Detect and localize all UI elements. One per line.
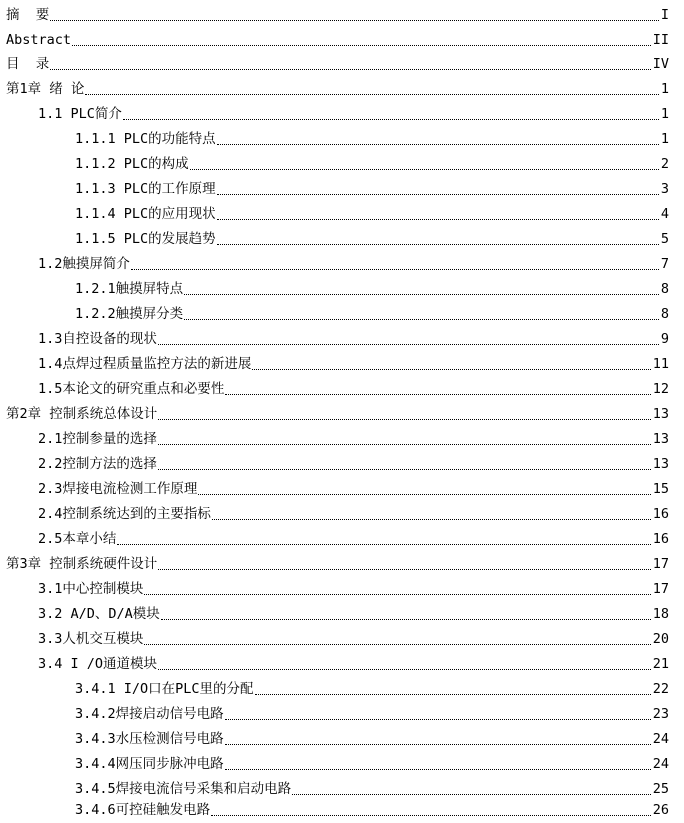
dot-leader	[117, 543, 650, 545]
toc-entry-1-1[interactable]	[38, 102, 669, 126]
dot-leader	[184, 293, 659, 295]
toc-entry-title: 1.1.2 PLC的构成	[75, 156, 189, 172]
dot-leader	[217, 193, 659, 195]
dot-leader	[72, 44, 651, 46]
toc-entry-1-1-4[interactable]	[75, 202, 669, 226]
toc-entry-page: 2	[660, 156, 669, 172]
toc-entry-1-3[interactable]	[38, 327, 669, 351]
toc-entry-1-1-5[interactable]	[75, 227, 669, 251]
dot-leader	[50, 68, 650, 70]
dot-leader	[255, 693, 651, 695]
dot-leader	[123, 118, 659, 120]
toc-entry-page: 15	[652, 481, 669, 497]
toc-entry-page: II	[652, 32, 669, 48]
toc-entry-page: 16	[652, 506, 669, 522]
toc-entry-1-4[interactable]	[38, 352, 669, 376]
dot-leader	[131, 268, 659, 270]
toc-entry-title: 1.5本论文的研究重点和必要性	[38, 381, 225, 397]
toc-entry-title: 1.3自控设备的现状	[38, 331, 157, 347]
toc-entry-page: 12	[652, 381, 669, 397]
toc-entry-3-4-4[interactable]	[75, 752, 669, 776]
toc-entry-3-3[interactable]	[38, 627, 669, 651]
toc-entry-page: 17	[652, 556, 669, 572]
toc-entry-2-3[interactable]	[38, 477, 669, 501]
toc-entry-page: 25	[652, 781, 669, 797]
toc-entry-1-2-1[interactable]	[75, 277, 669, 301]
toc-entry-page: 1	[660, 81, 669, 97]
toc-entry-title: 1.2.2触摸屏分类	[75, 306, 184, 322]
toc-entry-title: 1.1.5 PLC的发展趋势	[75, 231, 216, 247]
dot-leader	[158, 343, 659, 345]
dot-leader	[252, 368, 650, 370]
dot-leader	[158, 443, 651, 445]
toc-entry-title: 第3章 控制系统硬件设计	[6, 556, 158, 572]
toc-entry-title: 3.4.4网压同步脉冲电路	[75, 756, 224, 772]
toc-entry-page: 13	[652, 406, 669, 422]
dot-leader	[225, 393, 650, 395]
toc-entry-2-5[interactable]	[38, 527, 669, 551]
toc-entry-page: I	[660, 7, 669, 23]
toc-entry-2-2[interactable]	[38, 452, 669, 476]
toc-entry-2-1[interactable]	[38, 427, 669, 451]
toc-entry-3-4-2[interactable]	[75, 702, 669, 726]
toc-entry-page: 5	[660, 231, 669, 247]
dot-leader	[217, 218, 659, 220]
dot-leader	[190, 168, 659, 170]
toc-entry-page: 18	[652, 606, 669, 622]
dot-leader	[158, 568, 650, 570]
toc-entry-page: 17	[652, 581, 669, 597]
toc-entry-title: 目 录	[6, 56, 50, 72]
dot-leader	[144, 593, 650, 595]
toc-entry-page: 1	[660, 131, 669, 147]
dot-leader	[211, 814, 651, 816]
toc-entry-page: 11	[652, 356, 669, 372]
toc-entry-title: 1.1.3 PLC的工作原理	[75, 181, 216, 197]
toc-entry-3-4-6[interactable]	[75, 798, 669, 822]
toc-entry-title: Abstract	[6, 32, 72, 48]
toc-entry-page: 20	[652, 631, 669, 647]
toc-entry-title: 3.4 I /O通道模块	[38, 656, 158, 672]
dot-leader	[292, 793, 651, 795]
toc-entry-page: 24	[652, 756, 669, 772]
toc-entry-title: 1.1.1 PLC的功能特点	[75, 131, 216, 147]
toc-entry-1-2[interactable]	[38, 252, 669, 276]
toc-entry-page: 13	[652, 456, 669, 472]
toc-entry-title: 摘 要	[6, 7, 50, 23]
toc-entry-3-4-3[interactable]	[75, 727, 669, 751]
toc-entry-title: 1.1.4 PLC的应用现状	[75, 206, 216, 222]
toc-entry-1-1-2[interactable]	[75, 152, 669, 176]
toc-entry-page: 3	[660, 181, 669, 197]
dot-leader	[85, 93, 658, 95]
toc-entry-title: 2.1控制参量的选择	[38, 431, 157, 447]
toc-entry-3-1[interactable]	[38, 577, 669, 601]
toc-entry-title: 2.5本章小结	[38, 531, 117, 547]
toc-entry-chapter-1[interactable]	[6, 77, 669, 101]
toc-entry-1-1-3[interactable]	[75, 177, 669, 201]
toc-entry-title: 3.4.3水压检测信号电路	[75, 731, 224, 747]
toc-entry-page: 7	[660, 256, 669, 272]
toc-entry-page: 8	[660, 306, 669, 322]
dot-leader	[184, 318, 659, 320]
toc-entry-chapter-3[interactable]	[6, 552, 669, 576]
toc-entry-3-4-1[interactable]	[75, 677, 669, 701]
dot-leader	[225, 718, 651, 720]
toc-entry-page: 16	[652, 531, 669, 547]
toc-entry-title: 2.4控制系统达到的主要指标	[38, 506, 211, 522]
toc-entry-3-4[interactable]	[38, 652, 669, 676]
dot-leader	[198, 493, 650, 495]
toc-entry-title: 1.2触摸屏简介	[38, 256, 130, 272]
toc-entry-3-2[interactable]	[38, 602, 669, 626]
toc-entry-title: 3.4.2焊接启动信号电路	[75, 706, 224, 722]
toc-entry-title: 3.1中心控制模块	[38, 581, 144, 597]
toc-entry-title: 1.2.1触摸屏特点	[75, 281, 184, 297]
toc-entry-title: 2.2控制方法的选择	[38, 456, 157, 472]
toc-entry-title: 3.2 A/D、D/A模块	[38, 606, 160, 622]
toc-entry-1-1-1[interactable]	[75, 127, 669, 151]
toc-entry-page: 24	[652, 731, 669, 747]
toc-entry-page: 1	[660, 106, 669, 122]
dot-leader	[144, 643, 650, 645]
dot-leader	[158, 468, 651, 470]
toc-entry-page: 4	[660, 206, 669, 222]
toc-entry-title: 第2章 控制系统总体设计	[6, 406, 158, 422]
dot-leader	[50, 19, 659, 21]
toc-entry-page: 9	[660, 331, 669, 347]
toc-entry-1-5[interactable]	[38, 377, 669, 401]
toc-entry-page: 8	[660, 281, 669, 297]
toc-entry-1-2-2[interactable]	[75, 302, 669, 326]
toc-entry-page: 22	[652, 681, 669, 697]
dot-leader	[212, 518, 651, 520]
dot-leader	[225, 743, 651, 745]
dot-leader	[161, 618, 651, 620]
toc-entry-page: 13	[652, 431, 669, 447]
toc-entry-title: 3.3人机交互模块	[38, 631, 144, 647]
toc-entry-page: 23	[652, 706, 669, 722]
toc-entry-page: 26	[652, 802, 669, 818]
toc-entry-title: 3.4.5焊接电流信号采集和启动电路	[75, 781, 292, 797]
toc-entry-title: 1.1 PLC简介	[38, 106, 122, 122]
toc-entry-page: 21	[652, 656, 669, 672]
toc-entry-2-4[interactable]	[38, 502, 669, 526]
dot-leader	[225, 768, 651, 770]
toc-entry-abstract-cn[interactable]	[6, 3, 669, 27]
dot-leader	[158, 418, 650, 420]
dot-leader	[217, 243, 659, 245]
toc-entry-title: 3.4.6可控硅触发电路	[75, 802, 211, 818]
toc-entry-title: 3.4.1 I/O口在PLC里的分配	[75, 681, 254, 697]
toc-entry-title: 2.3焊接电流检测工作原理	[38, 481, 198, 497]
toc-entry-contents[interactable]	[6, 52, 669, 76]
dot-leader	[217, 143, 659, 145]
toc-entry-abstract-en[interactable]	[6, 28, 669, 52]
toc-entry-title: 第1章 绪 论	[6, 81, 85, 97]
dot-leader	[158, 668, 651, 670]
toc-entry-chapter-2[interactable]	[6, 402, 669, 426]
toc-entry-page: IV	[652, 56, 669, 72]
toc-entry-title: 1.4点焊过程质量监控方法的新进展	[38, 356, 252, 372]
